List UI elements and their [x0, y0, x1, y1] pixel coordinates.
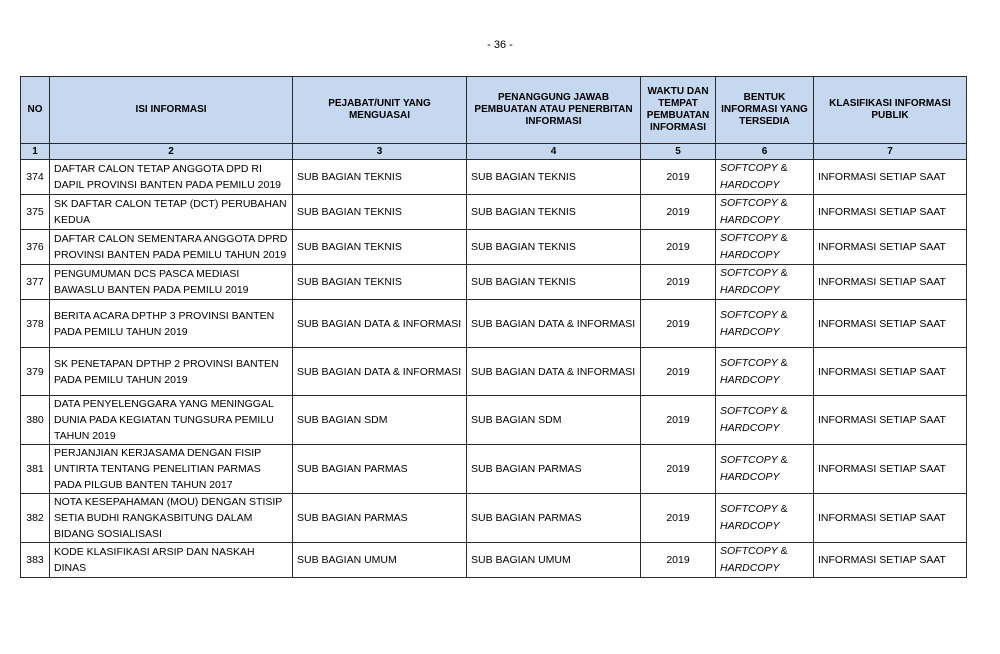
format-softcopy: SOFTCOPY — [720, 232, 778, 244]
bentuk-cell — [716, 160, 814, 195]
pejabat-cell: SUB BAGIAN TEKNIS — [293, 160, 467, 195]
row-number: 374 — [21, 160, 50, 195]
pejabat-cell: SUB BAGIAN UMUM — [293, 543, 467, 578]
table-row — [21, 494, 967, 543]
waktu-cell: 2019 — [641, 160, 716, 195]
bentuk-cell — [716, 445, 814, 494]
header-penanggung-jawab: PENANGGUNG JAWAB PEMBUATAN ATAU PENERBITAN INFORMASI — [467, 77, 641, 144]
row-number: 375 — [21, 195, 50, 230]
column-number: 1 — [21, 144, 50, 160]
klasifikasi-cell: INFORMASI SETIAP SAAT — [814, 300, 967, 348]
format-ampersand: & — [777, 232, 788, 244]
pejabat-cell: SUB BAGIAN TEKNIS — [293, 230, 467, 265]
klasifikasi-cell: INFORMASI SETIAP SAAT — [814, 494, 967, 543]
pejabat-cell: SUB BAGIAN TEKNIS — [293, 195, 467, 230]
klasifikasi-cell: INFORMASI SETIAP SAAT — [814, 230, 967, 265]
column-number: 2 — [50, 144, 293, 160]
isi-informasi-cell: SK PENETAPAN DPTHP 2 PROVINSI BANTEN PADA PEMILU TAHUN 2019 — [50, 348, 293, 396]
table-row — [21, 160, 967, 195]
isi-informasi-cell: NOTA KESEPAHAMAN (MOU) DENGAN STISIP SETIA BUDHI RANGKASBITUNG DALAM BIDANG SOSIALISASI — [50, 494, 293, 543]
penanggung-jawab-cell: SUB BAGIAN TEKNIS — [467, 265, 641, 300]
penanggung-jawab-cell: SUB BAGIAN DATA & INFORMASI — [467, 300, 641, 348]
row-number: 376 — [21, 230, 50, 265]
column-number: 7 — [814, 144, 967, 160]
waktu-cell: 2019 — [641, 348, 716, 396]
format-ampersand: & — [777, 503, 788, 515]
bentuk-cell — [716, 543, 814, 578]
waktu-cell: 2019 — [641, 543, 716, 578]
row-number: 383 — [21, 543, 50, 578]
format-hardcopy: HARDCOPY — [720, 249, 780, 261]
format-softcopy: SOFTCOPY — [720, 503, 778, 515]
format-softcopy: SOFTCOPY — [720, 356, 778, 369]
waktu-cell: 2019 — [641, 265, 716, 300]
page-number: - 36 - — [487, 39, 513, 51]
pejabat-cell: SUB BAGIAN TEKNIS — [293, 265, 467, 300]
isi-informasi-cell: PENGUMUMAN DCS PASCA MEDIASI BAWASLU BANTEN PADA PEMILU 2019 — [50, 265, 293, 300]
table-row — [21, 195, 967, 230]
format-hardcopy: HARDCOPY — [720, 179, 780, 191]
format-ampersand: & — [777, 267, 788, 279]
format-ampersand: & — [777, 356, 788, 369]
format-ampersand: & — [777, 545, 788, 557]
penanggung-jawab-cell: SUB BAGIAN TEKNIS — [467, 195, 641, 230]
penanggung-jawab-cell: SUB BAGIAN TEKNIS — [467, 160, 641, 195]
penanggung-jawab-cell: SUB BAGIAN PARMAS — [467, 494, 641, 543]
column-number: 4 — [467, 144, 641, 160]
waktu-cell: 2019 — [641, 494, 716, 543]
header-pejabat: PEJABAT/UNIT YANG MENGUASAI — [293, 77, 467, 144]
penanggung-jawab-cell: SUB BAGIAN SDM — [467, 396, 641, 445]
waktu-cell: 2019 — [641, 445, 716, 494]
table-row — [21, 265, 967, 300]
format-hardcopy: HARDCOPY — [720, 284, 780, 296]
bentuk-cell — [716, 300, 814, 348]
table-row — [21, 543, 967, 578]
format-hardcopy: HARDCOPY — [720, 325, 780, 338]
row-number: 381 — [21, 445, 50, 494]
waktu-cell: 2019 — [641, 195, 716, 230]
column-number: 3 — [293, 144, 467, 160]
header-no: NO — [21, 77, 50, 144]
bentuk-cell — [716, 230, 814, 265]
isi-informasi-cell: SK DAFTAR CALON TETAP (DCT) PERUBAHAN KEDUA — [50, 195, 293, 230]
bentuk-cell — [716, 265, 814, 300]
row-number: 382 — [21, 494, 50, 543]
pejabat-cell: SUB BAGIAN PARMAS — [293, 445, 467, 494]
klasifikasi-cell: INFORMASI SETIAP SAAT — [814, 348, 967, 396]
format-hardcopy: HARDCOPY — [720, 214, 780, 226]
bentuk-cell — [716, 195, 814, 230]
format-softcopy: SOFTCOPY — [720, 308, 778, 321]
table-row — [21, 300, 967, 348]
waktu-cell: 2019 — [641, 230, 716, 265]
pejabat-cell: SUB BAGIAN PARMAS — [293, 494, 467, 543]
format-softcopy: SOFTCOPY — [720, 197, 778, 209]
format-hardcopy: HARDCOPY — [720, 373, 780, 386]
bentuk-cell — [716, 348, 814, 396]
format-softcopy: SOFTCOPY — [720, 405, 778, 417]
row-number: 378 — [21, 300, 50, 348]
isi-informasi-cell: DAFTAR CALON TETAP ANGGOTA DPD RI DAPIL PROVINSI BANTEN PADA PEMILU 2019 — [50, 160, 293, 195]
format-softcopy: SOFTCOPY — [720, 545, 778, 557]
pejabat-cell: SUB BAGIAN DATA & INFORMASI — [293, 300, 467, 348]
pejabat-cell: SUB BAGIAN DATA & INFORMASI — [293, 348, 467, 396]
format-softcopy: SOFTCOPY — [720, 162, 778, 174]
penanggung-jawab-cell: SUB BAGIAN TEKNIS — [467, 230, 641, 265]
klasifikasi-cell: INFORMASI SETIAP SAAT — [814, 265, 967, 300]
header-waktu: WAKTU DAN TEMPAT PEMBUATAN INFORMASI — [641, 77, 716, 144]
penanggung-jawab-cell: SUB BAGIAN DATA & INFORMASI — [467, 348, 641, 396]
klasifikasi-cell: INFORMASI SETIAP SAAT — [814, 160, 967, 195]
format-hardcopy: HARDCOPY — [720, 562, 780, 574]
row-number: 380 — [21, 396, 50, 445]
bentuk-cell — [716, 396, 814, 445]
table-row — [21, 230, 967, 265]
isi-informasi-cell: DATA PENYELENGGARA YANG MENINGGAL DUNIA PADA KEGIATAN TUNGSURA PEMILU TAHUN 2019 — [50, 396, 293, 445]
column-number: 6 — [716, 144, 814, 160]
row-number: 377 — [21, 265, 50, 300]
table-header — [21, 77, 967, 160]
table-row — [21, 445, 967, 494]
klasifikasi-cell: INFORMASI SETIAP SAAT — [814, 396, 967, 445]
header-klasifikasi: KLASIFIKASI INFORMASI PUBLIK — [814, 77, 967, 144]
penanggung-jawab-cell: SUB BAGIAN PARMAS — [467, 445, 641, 494]
information-table — [20, 76, 967, 578]
header-isi-informasi: ISI INFORMASI — [50, 77, 293, 144]
table-row — [21, 396, 967, 445]
format-ampersand: & — [777, 308, 788, 321]
klasifikasi-cell: INFORMASI SETIAP SAAT — [814, 543, 967, 578]
format-ampersand: & — [777, 405, 788, 417]
format-hardcopy: HARDCOPY — [720, 422, 780, 434]
penanggung-jawab-cell: SUB BAGIAN UMUM — [467, 543, 641, 578]
format-softcopy: SOFTCOPY — [720, 267, 778, 279]
column-number: 5 — [641, 144, 716, 160]
klasifikasi-cell: INFORMASI SETIAP SAAT — [814, 445, 967, 494]
klasifikasi-cell: INFORMASI SETIAP SAAT — [814, 195, 967, 230]
format-hardcopy: HARDCOPY — [720, 471, 780, 483]
waktu-cell: 2019 — [641, 396, 716, 445]
bentuk-cell — [716, 494, 814, 543]
format-ampersand: & — [777, 197, 788, 209]
format-ampersand: & — [777, 454, 788, 466]
table-row — [21, 348, 967, 396]
format-hardcopy: HARDCOPY — [720, 520, 780, 532]
waktu-cell: 2019 — [641, 300, 716, 348]
format-softcopy: SOFTCOPY — [720, 454, 778, 466]
isi-informasi-cell: BERITA ACARA DPTHP 3 PROVINSI BANTEN PADA PEMILU TAHUN 2019 — [50, 300, 293, 348]
row-number: 379 — [21, 348, 50, 396]
isi-informasi-cell: KODE KLASIFIKASI ARSIP DAN NASKAH DINAS — [50, 543, 293, 578]
isi-informasi-cell: PERJANJIAN KERJASAMA DENGAN FISIP UNTIRTA TENTANG PENELITIAN PARMAS PADA PILGUB BANTEN TAHUN 2017 — [50, 445, 293, 494]
format-ampersand: & — [777, 162, 788, 174]
header-bentuk: BENTUK INFORMASI YANG TERSEDIA — [716, 77, 814, 144]
pejabat-cell: SUB BAGIAN SDM — [293, 396, 467, 445]
table-body — [21, 160, 967, 578]
isi-informasi-cell: DAFTAR CALON SEMENTARA ANGGOTA DPRD PROVINSI BANTEN PADA PEMILU TAHUN 2019 — [50, 230, 293, 265]
